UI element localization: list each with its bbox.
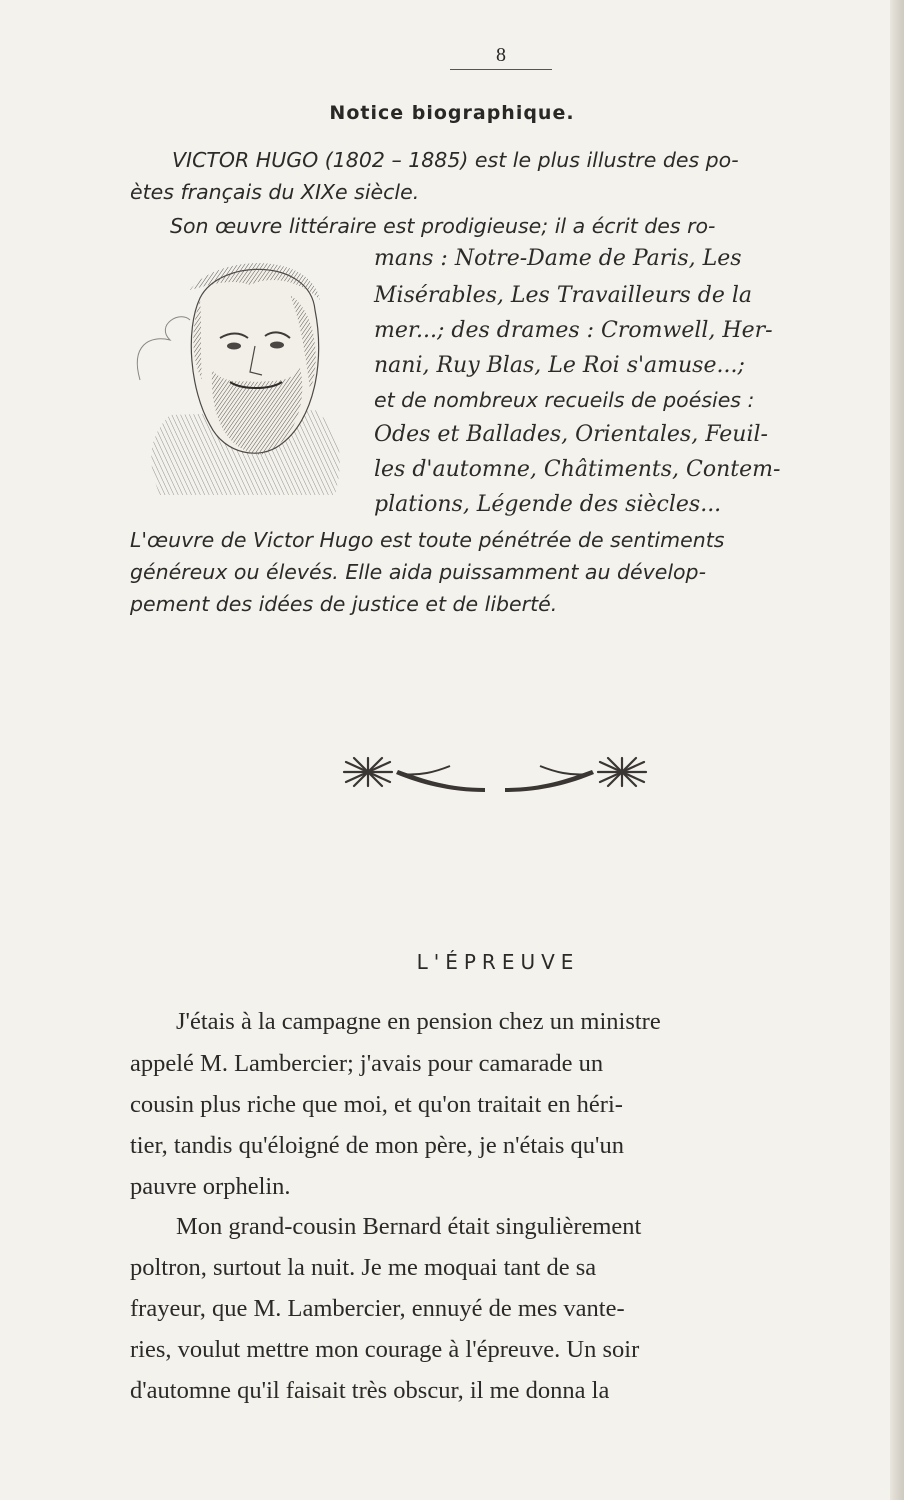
story-line: appelé M. Lambercier; j'avais pour camarade un (130, 1050, 604, 1077)
notice-line: Son œuvre littéraire est prodigieuse; il a écrit des ro- (170, 214, 716, 238)
notice-line: L'œuvre de Victor Hugo est toute pénétrée de sentiments (130, 528, 725, 552)
story-line: frayeur, que M. Lambercier, ennuyé de mes vante- (130, 1295, 625, 1322)
notice-line: mer...; des drames : Cromwell, Her- (374, 318, 773, 343)
notice-title: Notice biographique. (329, 102, 575, 124)
story-line: d'automne qu'il faisait très obscur, il me donna la (130, 1377, 610, 1404)
victor-hugo-portrait (130, 250, 355, 498)
decorative-ornament (340, 750, 650, 796)
notice-line: plations, Légende des siècles... (374, 492, 722, 517)
story-title: L'ÉPREUVE (416, 950, 580, 974)
story-line: ries, voulut mettre mon courage à l'épreuve. Un soir (130, 1336, 640, 1363)
story-line: pauvre orphelin. (130, 1173, 291, 1200)
notice-line: ètes français du XIXe siècle. (130, 180, 420, 204)
notice-line: généreux ou élevés. Elle aida puissamment au dévelop- (130, 560, 706, 584)
notice-line: VICTOR HUGO (1802 – 1885) est le plus illustre des po- (172, 148, 739, 172)
story-line: cousin plus riche que moi, et qu'on traitait en héri- (130, 1091, 623, 1118)
notice-line: les d'automne, Châtiments, Contem- (374, 457, 781, 482)
story-line: J'étais à la campagne en pension chez un ministre (176, 1008, 661, 1035)
story-line: poltron, surtout la nuit. Je me moquai tant de sa (130, 1254, 597, 1281)
notice-line: Misérables, Les Travailleurs de la (374, 283, 753, 308)
notice-line: nani, Ruy Blas, Le Roi s'amuse...; (374, 353, 745, 378)
page-edge (890, 0, 904, 1500)
notice-line: Odes et Ballades, Orientales, Feuil- (374, 422, 768, 447)
notice-line: mans : Notre-Dame de Paris, Les (374, 246, 742, 271)
notice-line: pement des idées de justice et de liberté. (130, 592, 558, 616)
page-number: 8 (450, 44, 552, 70)
story-line: tier, tandis qu'éloigné de mon père, je n'étais qu'un (130, 1132, 624, 1159)
story-line: Mon grand-cousin Bernard était singulièrement (176, 1213, 642, 1240)
notice-line: et de nombreux recueils de poésies : (374, 388, 755, 412)
